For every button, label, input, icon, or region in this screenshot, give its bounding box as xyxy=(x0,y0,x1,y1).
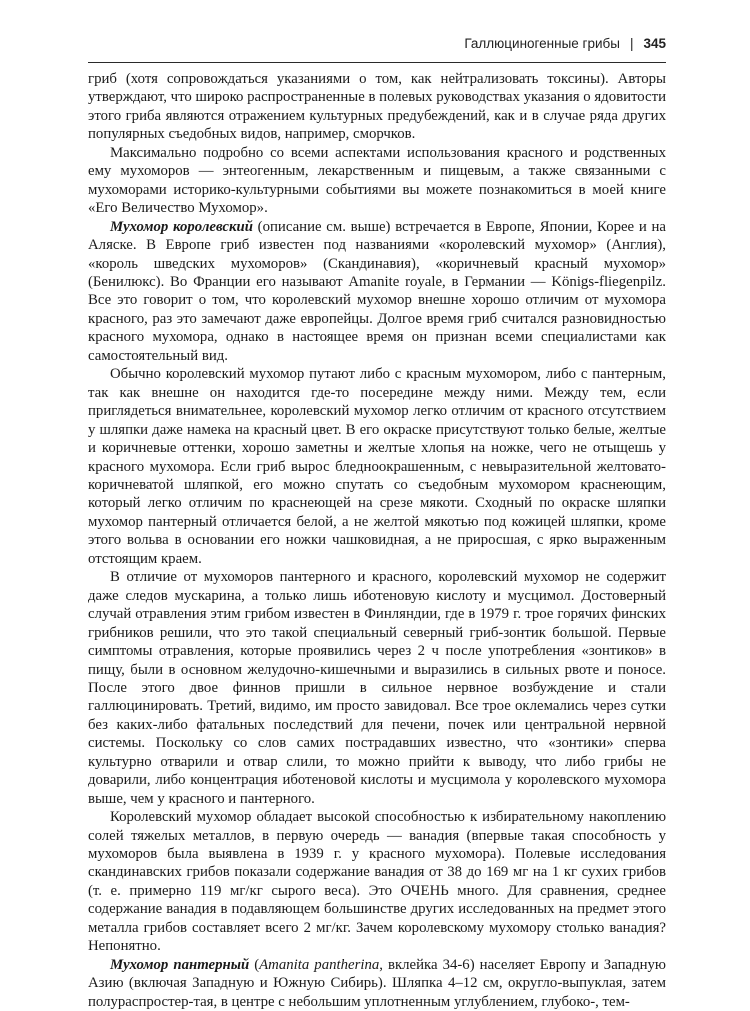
species-name-panther: Мухомор пантерный xyxy=(110,956,250,973)
paragraph-3: Мухомор королевский (описание см. выше) встречается в Европе, Японии, Корее и на Аляске. В Европе гриб известен под названиями «королевский мухомор» (Англия), «король шведских мухоморов» (Скандинавия), «коричневый красный мухомор» (Бенилюкс). Во Франции его называют Amanite royale, в Германии — Königs-fliegenpilz. Все это говорит о том, что королевский мухомор внешне хорошо отличим от мухомора красного, раз это замечают даже европейцы. Долгое время гриб считался разновидностью красного мухомора, однако в настоящее время он признан всеми специалистами как самостоятельный вид. xyxy=(88,218,666,364)
body-text xyxy=(88,70,666,1011)
header-separator: | xyxy=(629,36,634,51)
species-name-royal: Мухомор королевский xyxy=(110,218,253,235)
header-rule xyxy=(88,62,666,63)
latin-name: Amanita pantherina xyxy=(259,956,380,973)
paragraph-5: В отличие от мухоморов пантерного и красного, королевский мухомор не содержит даже следов мускарина, а только лишь иботеновую кислоту и мусцимол. Достоверный случай отравления этим грибом известен в Финляндии, где в 1979 г. трое горячих финских грибников решили, что это такой специальный северный гриб-зонтик большой. Первые симптомы отравления, которые проявились через 2 ч после употребления «зонтиков» в пищу, были в основном желудочно-кишечными и выразились в сильных рвоте и поносе. После этого двое финнов пришли в сильное нервное возбуждение и стали галлюцинировать. Третий, видимо, им просто завидовал. Все трое оклемались через сутки без каких-либо фатальных последствий для печени, почек или центральной нервной системы. Поскольку со слов самих пострадавших известно, что «зонтики» сперва культурно отварили и отвар слили, то можно прийти к выводу, что либо грибы не доварили, либо концентрация иботеновой кислоты и мусцимола у королевского мухомора выше, чем у красного и пантерного. xyxy=(88,569,666,807)
paragraph-4: Обычно королевский мухомор путают либо с красным мухомором, либо с пантерным, так как внешне он находится где-то посередине между ними. Между тем, если приглядеться внимательнее, королевский мухомор легко отличим от красного отсутствием у шляпки даже намека на красный цвет. В его окраске присутствуют только белые, желтые и коричневые оттенки, хорошо заметны и желтые хлопья на ножке, чего не отыщешь у красного мухомора. Если гриб вырос бледноокрашенным, с невыразительной желтовато-коричневатой шляпкой, его можно спутать со съедобным мухомором краснеющим, который легко отличим по краснеющей на срезе мякоти. Сходный по окраске шляпки мухомор пантерный отличается белой, а не желтой мякотью под кожицей шляпки, кроме этого вольва в основании его ножки чашковидная, а не приросшая, с ярко выраженным отстоящим краем. xyxy=(88,366,666,567)
paragraph-2: Максимально подробно со всеми аспектами использования красного и родственных ему мухоморов — энтеогенным, лекарственным и пищевым, а также связанными с мухоморами историко-культурными событиями вы можете познакомиться в моей книге «Его Величество Мухомор». xyxy=(88,144,666,217)
page-number: 345 xyxy=(643,36,666,51)
running-head xyxy=(88,36,666,58)
paragraph-6: Королевский мухомор обладает высокой способностью к избирательному накоплению солей тяжелых металлов, в первую очередь — ванадия (впервые такая способность у мухоморов была выявлена в 1939 г. у красного мухомора). Полевые исследования скандинавских грибов показали содержание ванадия от 38 до 169 мг на 1 кг сухих грибов (т. е. примерно 119 мг/кг сырого веса). Это ОЧЕНЬ много. Для сравнения, среднее содержание ванадия в подавляющем большинстве других исследованных на предмет этого металла грибов составляет всего 2 мг/кг. Зачем королевскому мухомору столько ванадия? Непонятно. xyxy=(88,809,666,955)
paragraph-1: гриб (хотя сопровождаться указаниями о том, как нейтрализовать токсины). Авторы утверждают, что широко распространенные в полевых руководствах указания о ядовитости этого гриба являются отражением культурных предубеждений, как и в случае ряда других популярных съедобных видов, например, сморчков. xyxy=(88,71,666,143)
paragraph-7: Мухомор пантерный (Amanita pantherina, вклейка 34-6) населяет Европу и Западную Азию (включая Западную и Южную Сибирь). Шляпка 4–12 см, округло-выпуклая, затем полураспростер-тая, в центре с небольшим уплотненным углублением, глубоко-, тем- xyxy=(88,956,666,1010)
section-title: Галлюциногенные грибы xyxy=(464,36,620,51)
